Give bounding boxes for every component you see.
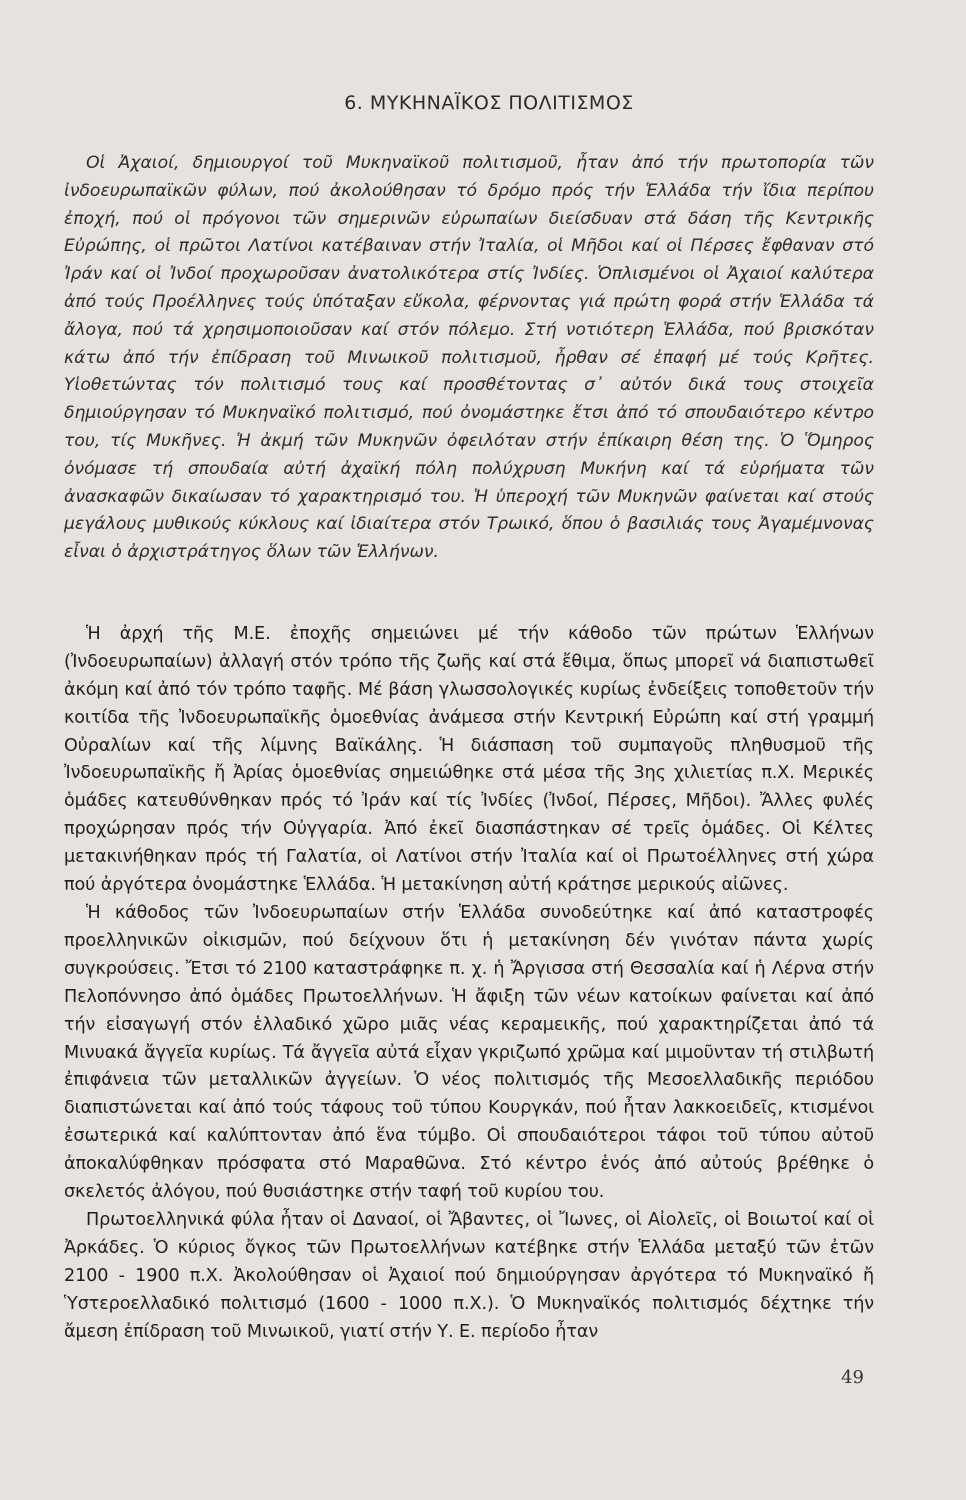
intro-paragraph: Οἱ Ἀχαιοί, δημιουργοί τοῦ Μυκηναϊκοῦ πολιτισμοῦ, ἦταν ἀπό τήν πρωτοπορία τῶν ἰνδοευρωπαϊκῶν φύλων, πού ἀκολούθησαν τό δρόμο πρός τήν Ἑλλάδα τήν ἴδια περίπου ἐποχή, πού οἱ πρόγονοι τῶν σημερινῶν εὐρωπαίων διείσδυαν στά δάση τῆς Κεντρικῆς Εὐρώπης, οἱ πρῶτοι Λατίνοι κατέβαιναν στήν Ἰταλία, οἱ Μῆδοι καί οἱ Πέρσες ἔφθαναν στό Ἰράν καί οἱ Ἰνδοί προχωροῦσαν ἀνατολικότερα στίς Ἰνδίες. Ὁπλισμένοι οἱ Ἀχαιοί καλύτερα ἀπό τούς Προέλληνες τούς ὑπόταξαν εὔκολα, φέρνοντας γιά πρώτη φορά στήν Ἑλλάδα τά ἄλογα, πού τά χρησιμοποιοῦσαν καί στόν πόλεμο. Στή νοτιότερη Ἑλλάδα, πού βρισκόταν κάτω ἀπό τήν ἐπίδραση τοῦ Μινωικοῦ πολιτισμοῦ, ἦρθαν σέ ἐπαφή μέ τούς Κρῆτες. Υἱοθετώντας τόν πολιτισμό τους καί προσθέτοντας σ᾽ αὐτόν δικά τους στοιχεῖα δημιούργησαν τό Μυκηναϊκό πολιτισμό, πού ὀνομάστηκε ἔτσι ἀπό τό σπουδαιότερο κέντρο του, τίς Μυκῆνες. Ἡ ἀκμή τῶν Μυκηνῶν ὀφειλόταν στήν ἐπίκαιρη θέση της. Ὁ Ὅμηρος ὀνόμασε τή σπουδαία αὐτή ἀχαϊκή πόλη πολύχρυση Μυκήνη καί τά εὑρήματα τῶν ἀνασκαφῶν δικαίωσαν τό χαρακτηρισμό του. Ἡ ὑπεροχή τῶν Μυκηνῶν φαίνεται καί στούς μεγάλους μυθικούς κύκλους καί ἰδιαίτερα στόν Τρωικό, ὅπου ὁ βασιλιάς τους Ἀγαμέμνονας εἶναι ὁ ἀρχιστράτηγος ὅλων τῶν Ἑλλήνων. bbox=[64, 153, 874, 563]
body-paragraph-3: Πρωτοελληνικά φύλα ἦταν οἱ Δαναοί, οἱ Ἄβαντες, οἱ Ἴωνες, οἱ Αἰολεῖς, οἱ Βοιωτοί καί οἱ Ἀρκάδες. Ὁ κύριος ὄγκος τῶν Πρωτοελλήνων κατέβηκε στήν Ἑλλάδα μεταξύ τῶν ἐτῶν 2100 - 1900 π.Χ. Ἀκολούθησαν οἱ Ἀχαιοί πού δημιούργησαν ἀργότερα τό Μυκηναϊκό ἤ Ὑστεροελλαδικό πολιτισμό (1600 - 1000 π.Χ.). Ὁ Μυκηναϊκός πολιτισμός δέχτηκε τήν ἄμεση ἐπίδραση τοῦ Μινωικοῦ, γιατί στήν Υ. Ε. περίοδο ἦταν bbox=[64, 1209, 874, 1342]
body-paragraph-2: Ἡ κάθοδος τῶν Ἰνδοευρωπαίων στήν Ἑλλάδα συνοδεύτηκε καί ἀπό καταστροφές προελληνικῶν οἰκισμῶν, πού δείχνουν ὅτι ἡ μετακίνηση δέν γινόταν πάντα χωρίς συγκρούσεις. Ἔτσι τό 2100 καταστράφηκε π. χ. ἡ Ἄργισσα στή Θεσσαλία καί ἡ Λέρνα στήν Πελοπόννησο ἀπό ὁμάδες Πρωτοελλήνων. Ἡ ἄφιξη τῶν νέων κατοίκων φαίνεται καί ἀπό τήν εἰσαγωγή στόν ἑλλαδικό χῶρο μιᾶς νέας κεραμεικῆς, πού χαρακτηρίζεται ἀπό τά Μινυακά ἄγγεῖα κυρίως. Τά ἄγγεῖα αὐτά εἶχαν γκριζωπό χρῶμα καί μιμοῦνταν τή στιλβωτή ἐπιφάνεια τῶν μεταλλικῶν ἀγγείων. Ὁ νέος πολιτισμός τῆς Μεσοελλαδικῆς περιόδου διαπιστώνεται καί ἀπό τούς τάφους τοῦ τύπου Κουργκάν, πού ἦταν λακκοειδεῖς, κτισμένοι ἐσωτερικά καί καλύπτονταν ἀπό ἕνα τύμβο. Οἱ σπουδαιότεροι τάφοι τοῦ τύπου αὐτοῦ ἀποκαλύφθηκαν πρόσφατα στό Μαραθῶνα. Στό κέντρο ἑνός ἀπό αὐτούς βρέθηκε ὁ σκελετός ἀλόγου, πού θυσιάστηκε στήν ταφή τοῦ κυρίου του. bbox=[64, 903, 874, 1203]
page-number: 49 bbox=[841, 1367, 864, 1388]
intro-block bbox=[64, 150, 874, 567]
section-title: 6. ΜΥΚΗΝΑΪΚΟΣ ΠΟΛΙΤΙΣΜΟΣ bbox=[344, 92, 634, 114]
body-text bbox=[64, 621, 874, 1347]
body-paragraph-1: Ἡ ἀρχή τῆς Μ.Ε. ἐποχῆς σημειώνει μέ τήν κάθοδο τῶν πρώτων Ἑλλήνων (Ἰνδοευρωπαίων) ἀλλαγή στόν τρόπο τῆς ζωῆς καί στά ἔθιμα, ὅπως μπορεῖ νά διαπιστωθεῖ ἀκόμη καί ἀπό τόν τρόπο ταφῆς. Μέ βάση γλωσσολογικές κυρίως ἐνδείξεις τοποθετοῦν τήν κοιτίδα τῆς Ἰνδοευρωπαϊκῆς ὁμοεθνίας ἀνάμεσα στήν Κεντρική Εὐρώπη καί στή γραμμή Οὐραλίων καί τῆς λίμνης Βαϊκάλης. Ἡ διάσπαση τοῦ συμπαγοῦς πληθυσμοῦ τῆς Ἰνδοευρωπαϊκῆς ἤ Ἀρίας ὁμοεθνίας σημειώθηκε στά μέσα τῆς 3ης χιλιετίας π.Χ. Μερικές ὁμάδες κατευθύνθηκαν πρός τό Ἰράν καί τίς Ἰνδίες (Ἰνδοί, Πέρσες, Μῆδοι). Ἄλλες φυλές προχώρησαν πρός τήν Οὐγγαρία. Ἀπό ἐκεῖ διασπάστηκαν σέ τρεῖς ὁμάδες. Οἱ Κέλτες μετακινήθηκαν πρός τή Γαλατία, οἱ Λατίνοι στήν Ἰταλία καί οἱ Πρωτοέλληνες στή χώρα πού ἀργότερα ὀνομάστηκε Ἑλλάδα. Ἡ μετακίνηση αὐτή κράτησε μερικούς αἰῶνες. bbox=[64, 623, 874, 896]
